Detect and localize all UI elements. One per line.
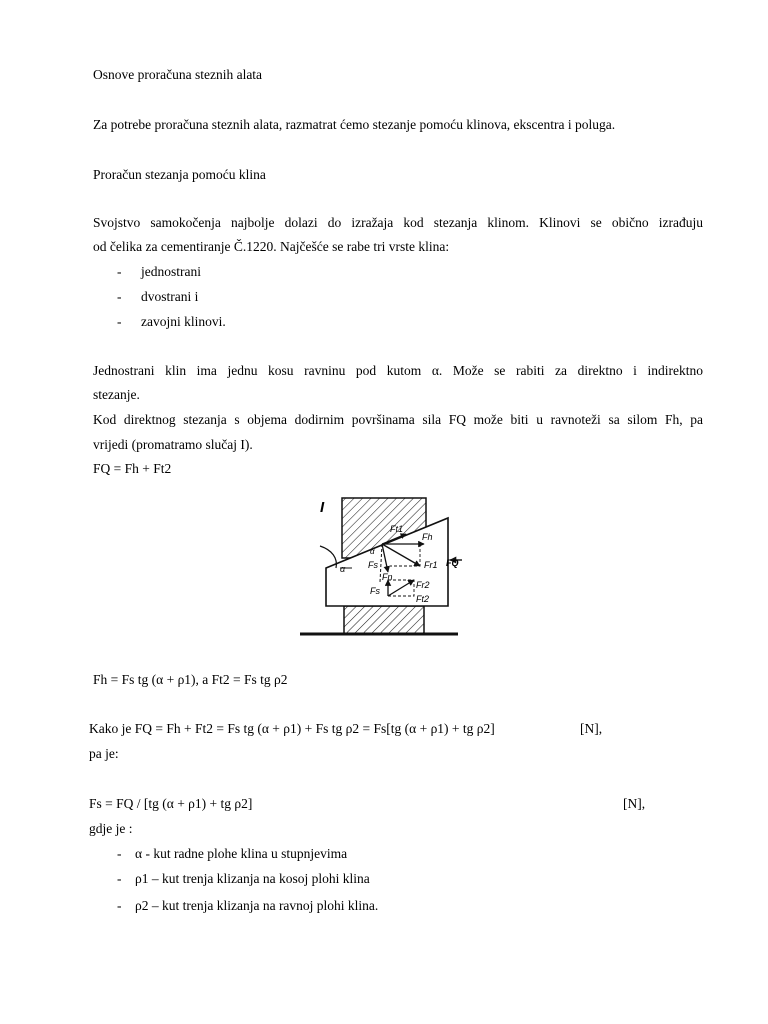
unit-n: [N], <box>623 796 646 811</box>
paragraph-line: od čelika za cementiranje Č.1220. Najčešće se rabe tri vrste klina: <box>93 239 450 254</box>
intro-paragraph: Za potrebe proračuna steznih alata, razmatrat ćemo stezanje pomoću klinova, ekscentra i poluga. <box>93 117 616 132</box>
equation-fs: Fs = FQ / [tg (α + ρ1) + tg ρ2] <box>89 796 253 811</box>
paragraph-line: Svojstvo samokočenja najbolje dolazi do izražaja kod stezanja klinom. Klinovi se obično izrađuju <box>93 215 703 230</box>
paragraph-line: Jednostrani klin ima jednu kosu ravninu pod kutom α. Može se rabiti za direktno i indirektno <box>93 363 703 378</box>
list-item: dvostrani i <box>141 289 199 304</box>
list-item: jednostrani <box>141 264 201 279</box>
list-dash: - <box>117 871 122 886</box>
page-title: Osnove proračuna steznih alata <box>93 67 263 82</box>
label-ft1: Ft1 <box>390 524 404 534</box>
label-fr2: Fr2 <box>416 580 430 590</box>
list-dash: - <box>117 289 122 304</box>
paragraph-line: Kod direktnog stezanja s objema dodirnim površinama sila FQ može biti u ravnoteži sa silom Fh, pa <box>93 412 703 427</box>
lower-block <box>344 606 424 634</box>
label-fq: FQ <box>446 558 459 568</box>
wedge-clamping-figure <box>296 488 462 644</box>
equation-kako-je: Kako je FQ = Fh + Ft2 = Fs tg (α + ρ1) + Fs tg ρ2 = Fs[tg (α + ρ1) + tg ρ2] <box>89 721 495 736</box>
label-alpha-2: α <box>370 547 375 556</box>
list-dash: - <box>117 898 122 913</box>
paragraph-line: vrijedi (promatramo slučaj I). <box>93 437 253 452</box>
label-fs-lower: Fs <box>370 586 380 596</box>
text-pa-je: pa je: <box>89 746 119 761</box>
label-fn: Fn <box>382 572 393 582</box>
unit-n: [N], <box>580 721 603 736</box>
list-dash: - <box>117 846 122 861</box>
label-fh: Fh <box>422 532 433 542</box>
list-item: zavojni klinovi. <box>141 314 226 329</box>
text-gdje-je: gdje je : <box>89 821 133 836</box>
definition-item: ρ1 – kut trenja klizanja na kosoj plohi klina <box>135 871 370 886</box>
label-alpha: α <box>340 564 346 574</box>
section-title: Proračun stezanja pomoću klina <box>93 167 266 182</box>
paragraph-line: stezanje. <box>93 387 140 402</box>
definition-item: ρ2 – kut trenja klizanja na ravnoj plohi klina. <box>135 898 379 913</box>
equation-fq: FQ = Fh + Ft2 <box>93 461 172 476</box>
label-ft2: Ft2 <box>416 594 430 604</box>
label-fs: Fs <box>368 560 378 570</box>
equation-fh-ft2: Fh = Fs tg (α + ρ1), a Ft2 = Fs tg ρ2 <box>93 672 288 687</box>
case-label: I <box>320 499 325 516</box>
list-dash: - <box>117 314 122 329</box>
definition-item: α - kut radne plohe klina u stupnjevima <box>135 846 348 861</box>
list-dash: - <box>117 264 122 279</box>
label-fr1: Fr1 <box>424 560 438 570</box>
